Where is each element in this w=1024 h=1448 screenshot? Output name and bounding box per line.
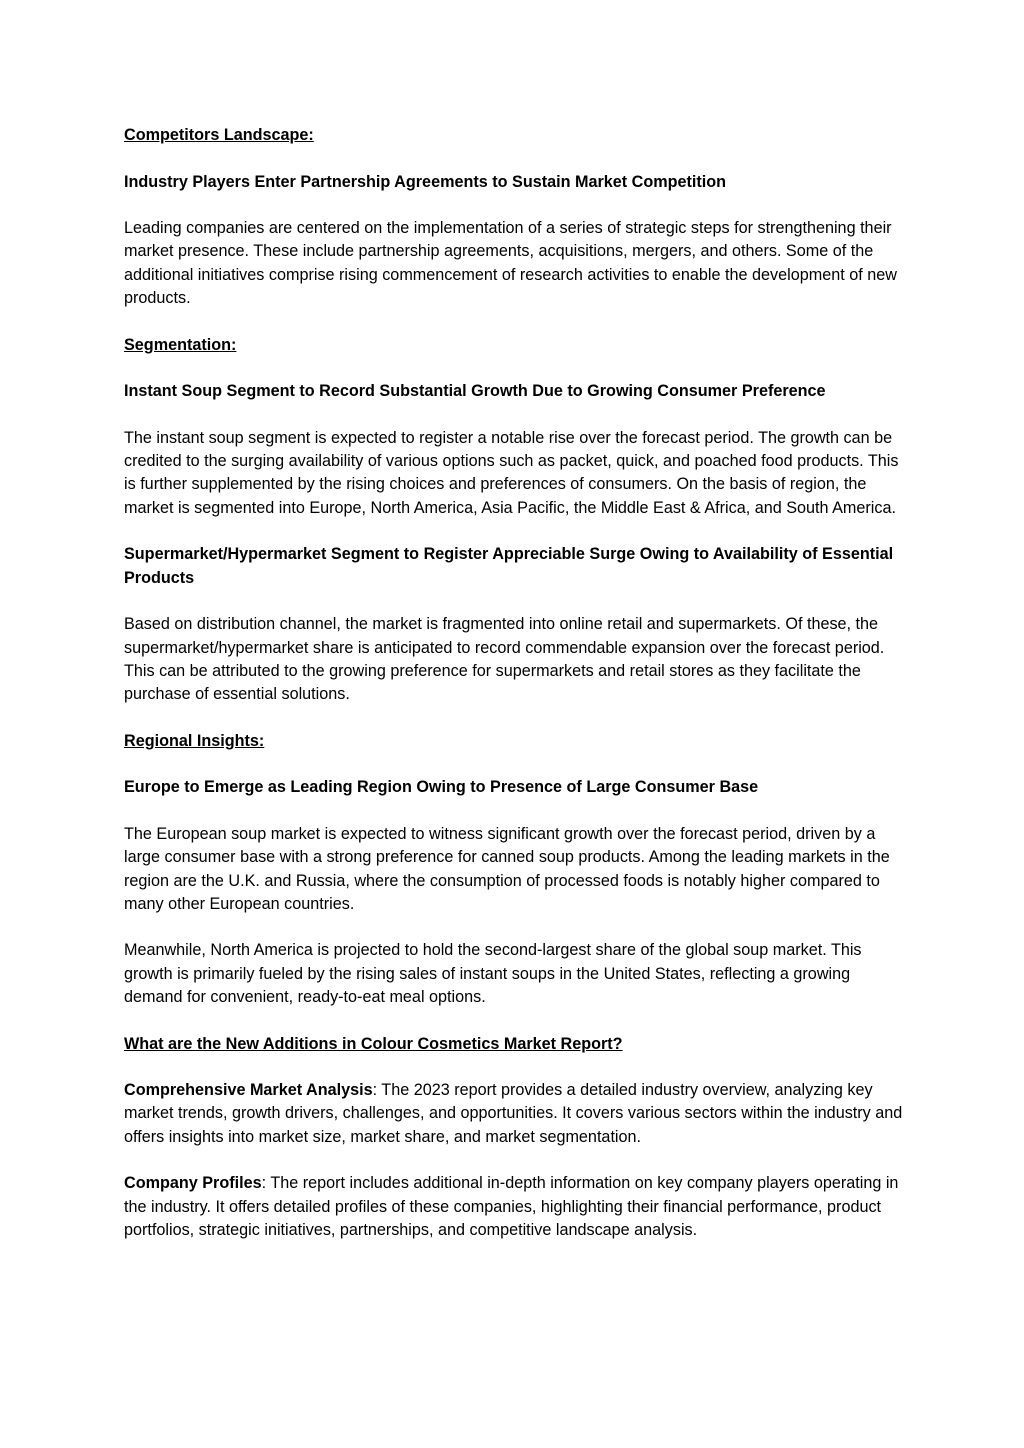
north-america-paragraph: Meanwhile, North America is projected to hold the second-largest share of the global soup market. This growth is primarily fueled by the rising sales of instant soups in the United States, reflecting a growing demand for convenient, ready-to-eat meal options. — [124, 941, 862, 1006]
competitors-paragraph: Leading companies are centered on the implementation of a series of strategic steps for strengthening their market presence. These include partnership agreements, acquisitions, mergers, and others. Some of the additional initiatives comprise rising commencement of research activities to enable the development of new products. — [124, 219, 897, 308]
europe-paragraph: The European soup market is expected to witness significant growth over the forecast period, driven by a large consumer base with a strong preference for canned soup products. Among the leading markets in the region are the U.K. and Russia, where the consumption of processed foods is notably higher compared to many other European countries. — [124, 824, 890, 913]
supermarket-paragraph: Based on distribution channel, the market is fragmented into online retail and supermarkets. Of these, the supermarket/hypermarket share is anticipated to record commendable expansion over the forecast period. This can be attributed to the growing preference for supermarkets and retail stores as they facilitate the purchase of essential solutions. — [124, 615, 885, 704]
supermarket-heading: Supermarket/Hypermarket Segment to Register Appreciable Surge Owing to Availability of Essential Products — [124, 545, 894, 587]
additions-heading: What are the New Additions in Colour Cosmetics Market Report? — [124, 1034, 623, 1053]
analysis-body: : The 2023 report provides a detailed industry overview, analyzing key market trends, growth drivers, challenges, and opportunities. It covers various sectors within the industry and offers insights into market size, market share, and market segmentation. — [124, 1081, 903, 1146]
regional-heading: Regional Insights: — [124, 731, 265, 750]
profiles-body: : The report includes additional in-depth information on key company players operating in the industry. It offers detailed profiles of these companies, highlighting their financial performance, product portfolios, strategic initiatives, partnerships, and competitive landscape analysis. — [124, 1174, 899, 1239]
analysis-lead: Comprehensive Market Analysis — [124, 1081, 373, 1100]
competitors-heading: Competitors Landscape: — [124, 126, 314, 144]
document-page — [124, 124, 904, 1266]
analysis-paragraph — [124, 1079, 904, 1149]
profiles-paragraph — [124, 1172, 904, 1242]
competitors-subheading: Industry Players Enter Partnership Agreements to Sustain Market Competition — [124, 172, 727, 191]
segmentation-heading: Segmentation: — [124, 335, 237, 354]
europe-heading: Europe to Emerge as Leading Region Owing to Presence of Large Consumer Base — [124, 778, 759, 797]
instant-soup-heading: Instant Soup Segment to Record Substantial Growth Due to Growing Consumer Preference — [124, 382, 826, 401]
profiles-lead: Company Profiles — [124, 1174, 262, 1193]
instant-soup-paragraph: The instant soup segment is expected to register a notable rise over the forecast period. The growth can be credited to the surging availability of various options such as packet, quick, and poached food products. This is further supplemented by the rising choices and preferences of consumers. On the basis of region, the market is segmented into Europe, North America, Asia Pacific, the Middle East & Africa, and South America. — [124, 428, 899, 517]
